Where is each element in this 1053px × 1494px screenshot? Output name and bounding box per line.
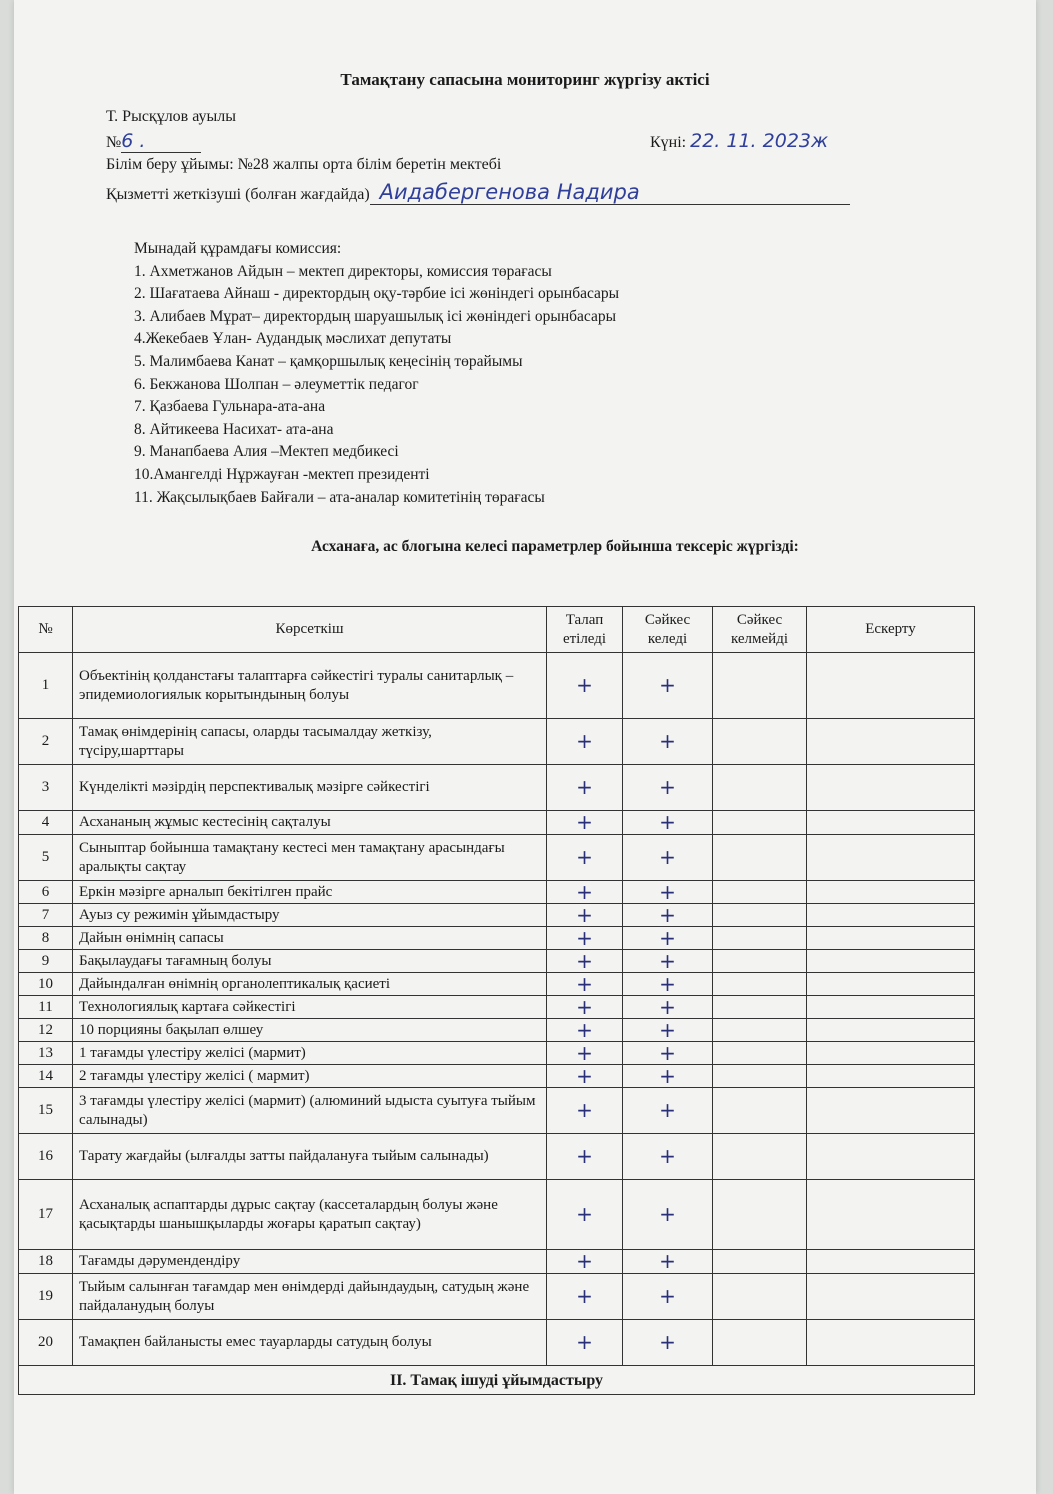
row-note-cell	[807, 1134, 975, 1180]
row-noncompliant-cell	[713, 1180, 807, 1250]
row-note-cell	[807, 927, 975, 950]
table-row	[19, 927, 975, 950]
row-compliant-mark: +	[623, 996, 713, 1019]
row-indicator: Тыйым салынған тағамдар мен өнімдерді дайындаудың, сатудың және пайдаланудың болуы	[73, 1274, 547, 1320]
row-noncompliant-cell	[713, 1019, 807, 1042]
number-label: №	[106, 134, 122, 151]
row-num: 20	[19, 1320, 73, 1366]
row-compliant-mark: +	[623, 1042, 713, 1065]
row-num: 15	[19, 1088, 73, 1134]
row-compliant-mark: +	[623, 1320, 713, 1366]
row-required-mark: +	[547, 927, 623, 950]
row-compliant-mark: +	[623, 1180, 713, 1250]
row-required-mark: +	[547, 1274, 623, 1320]
row-note-cell	[807, 1042, 975, 1065]
commission-member: 4.Жекебаев Ұлан- Аудандық мәслихат депутаты	[134, 330, 452, 348]
commission-intro: Мынадай құрамдағы комиссия:	[134, 240, 342, 257]
row-indicator: Дайындалған өнімнің органолептикалық қасиеті	[73, 973, 547, 996]
table-row	[19, 881, 975, 904]
inspection-table	[18, 606, 975, 1395]
row-compliant-mark: +	[623, 927, 713, 950]
row-note-cell	[807, 1065, 975, 1088]
row-compliant-mark: +	[623, 973, 713, 996]
row-indicator: 10 порцияны бақылап өлшеу	[73, 1019, 547, 1042]
commission-member: 1. Ахметжанов Айдын – мектеп директоры, комиссия төрағасы	[134, 262, 552, 280]
row-num: 1	[19, 653, 73, 719]
row-indicator: Тағамды дәрумендендіру	[73, 1250, 547, 1274]
commission-member: 10.Амангелді Нұржауған -мектеп президенті	[134, 465, 430, 483]
row-indicator: Асхананың жұмыс кестесінің сақталуы	[73, 811, 547, 835]
row-noncompliant-cell	[713, 719, 807, 765]
row-required-mark: +	[547, 950, 623, 973]
table-row	[19, 1250, 975, 1274]
supplier-label: Қызметті жеткізуші (болған жағдайда)	[106, 186, 370, 203]
row-num: 12	[19, 1019, 73, 1042]
row-note-cell	[807, 1320, 975, 1366]
organization-line: Білім беру ұйымы: №28 жалпы орта білім беретін мектебі	[106, 156, 502, 173]
supplier-line	[106, 180, 850, 205]
row-noncompliant-cell	[713, 950, 807, 973]
commission-member: 5. Малимбаева Канат – қамқоршылық кеңесінің төрайымы	[134, 352, 523, 370]
row-compliant-mark: +	[623, 1019, 713, 1042]
date-line	[650, 130, 828, 152]
row-noncompliant-cell	[713, 881, 807, 904]
table-row	[19, 719, 975, 765]
row-note-cell	[807, 835, 975, 881]
row-required-mark: +	[547, 904, 623, 927]
row-noncompliant-cell	[713, 1274, 807, 1320]
section-2-title: II. Тамақ ішуді ұйымдастыру	[19, 1366, 975, 1395]
row-required-mark: +	[547, 835, 623, 881]
row-note-cell	[807, 950, 975, 973]
row-num: 17	[19, 1180, 73, 1250]
table-row	[19, 1134, 975, 1180]
row-noncompliant-cell	[713, 1250, 807, 1274]
table-row	[19, 973, 975, 996]
row-noncompliant-cell	[713, 653, 807, 719]
row-required-mark: +	[547, 653, 623, 719]
table-row	[19, 1274, 975, 1320]
row-indicator: Күнделікті мәзірдің перспективалық мәзірге сәйкестігі	[73, 765, 547, 811]
row-num: 7	[19, 904, 73, 927]
row-compliant-mark: +	[623, 904, 713, 927]
row-indicator: Еркін мәзірге арналып бекітілген прайс	[73, 881, 547, 904]
supplier-field	[370, 180, 850, 205]
row-indicator: Ауыз су режимін ұйымдастыру	[73, 904, 547, 927]
table-row	[19, 1088, 975, 1134]
document-page	[14, 0, 1036, 1494]
section-title: Асханаға, ас блогына келесі параметрлер бойынша тексеріс жүргізді:	[311, 538, 799, 555]
row-required-mark: +	[547, 811, 623, 835]
row-num: 16	[19, 1134, 73, 1180]
row-indicator: 1 тағамды үлестіру желісі (мармит)	[73, 1042, 547, 1065]
row-indicator: Тамақ өнімдерінің сапасы, оларды тасымалдау жеткізу, түсіру,шарттары	[73, 719, 547, 765]
row-indicator: Технологиялық картаға сәйкестігі	[73, 996, 547, 1019]
row-note-cell	[807, 1019, 975, 1042]
row-num: 3	[19, 765, 73, 811]
document-title: Тамақтану сапасына мониторинг жүргізу актісі	[340, 70, 710, 89]
row-required-mark: +	[547, 881, 623, 904]
row-num: 19	[19, 1274, 73, 1320]
row-required-mark: +	[547, 1134, 623, 1180]
row-note-cell	[807, 1180, 975, 1250]
row-indicator: Бақылаудағы тағамның болуы	[73, 950, 547, 973]
header-noncompliant: Сәйкес келмейді	[713, 607, 807, 653]
table-row	[19, 811, 975, 835]
row-compliant-mark: +	[623, 719, 713, 765]
row-noncompliant-cell	[713, 835, 807, 881]
row-compliant-mark: +	[623, 1250, 713, 1274]
row-note-cell	[807, 653, 975, 719]
row-required-mark: +	[547, 1019, 623, 1042]
row-indicator: Тарату жағдайы (ылғалды затты пайдалануға тыйым салынады)	[73, 1134, 547, 1180]
row-num: 4	[19, 811, 73, 835]
row-compliant-mark: +	[623, 765, 713, 811]
table-row	[19, 950, 975, 973]
row-note-cell	[807, 881, 975, 904]
row-compliant-mark: +	[623, 1134, 713, 1180]
row-compliant-mark: +	[623, 653, 713, 719]
row-required-mark: +	[547, 719, 623, 765]
village-line: Т. Рысқұлов ауылы	[106, 108, 237, 125]
row-noncompliant-cell	[713, 1320, 807, 1366]
header-indicator: Көрсеткіш	[73, 607, 547, 653]
header-required: Талап етіледі	[547, 607, 623, 653]
row-required-mark: +	[547, 973, 623, 996]
header-compliant: Сәйкес келеді	[623, 607, 713, 653]
date-label: Күні:	[650, 134, 687, 151]
row-indicator: 2 тағамды үлестіру желісі ( мармит)	[73, 1065, 547, 1088]
row-indicator: Сыныптар бойынша тамақтану кестесі мен тамақтану арасындағы аралықты сақтау	[73, 835, 547, 881]
commission-member: 3. Алибаев Мұрат– директордың шаруашылық ісі жөніндегі орынбасары	[134, 307, 616, 325]
commission-member: 7. Қазбаева Гульнара-ата-ана	[134, 398, 326, 416]
date-value: 22. 11. 2023ж	[690, 130, 829, 152]
table-row	[19, 653, 975, 719]
row-indicator: Асханалық аспаптарды дұрыс сақтау (кассеталардың болуы және қасықтарды шанышқыларды жоғары қаратып сақтау)	[73, 1180, 547, 1250]
commission-member: 8. Айтикеева Насихат- ата-ана	[134, 420, 334, 438]
row-compliant-mark: +	[623, 1088, 713, 1134]
table-row	[19, 1019, 975, 1042]
row-num: 9	[19, 950, 73, 973]
row-required-mark: +	[547, 1320, 623, 1366]
row-noncompliant-cell	[713, 811, 807, 835]
number-value: 6 .	[121, 130, 146, 152]
commission-member: 2. Шағатаева Айнаш - директордың оқу-тәрбие ісі жөніндегі орынбасары	[134, 285, 620, 303]
row-required-mark: +	[547, 996, 623, 1019]
row-num: 10	[19, 973, 73, 996]
commission-list	[134, 238, 619, 509]
row-noncompliant-cell	[713, 1134, 807, 1180]
row-noncompliant-cell	[713, 1065, 807, 1088]
row-compliant-mark: +	[623, 881, 713, 904]
row-compliant-mark: +	[623, 835, 713, 881]
row-num: 18	[19, 1250, 73, 1274]
row-num: 6	[19, 881, 73, 904]
table-row	[19, 1065, 975, 1088]
row-required-mark: +	[547, 765, 623, 811]
table-row	[19, 835, 975, 881]
row-noncompliant-cell	[713, 1042, 807, 1065]
row-compliant-mark: +	[623, 811, 713, 835]
row-indicator: Объектінің қолданстағы талаптарға сәйкестігі туралы санитарлық – эпидемиологиялык корытындының болуы	[73, 653, 547, 719]
row-required-mark: +	[547, 1180, 623, 1250]
table-row	[19, 1042, 975, 1065]
number-field	[121, 130, 201, 153]
row-indicator: Дайын өнімнің сапасы	[73, 927, 547, 950]
row-compliant-mark: +	[623, 1065, 713, 1088]
commission-member: 6. Бекжанова Шолпан – әлеуметтік педагог	[134, 375, 419, 393]
commission-member: 11. Жақсылықбаев Байғали – ата-аналар комитетінің төрағасы	[134, 488, 545, 506]
row-note-cell	[807, 719, 975, 765]
table-header-row	[19, 607, 975, 653]
table-row	[19, 1180, 975, 1250]
row-num: 5	[19, 835, 73, 881]
supplier-value: Аидабергенова Надира	[379, 180, 640, 204]
table-row	[19, 904, 975, 927]
row-noncompliant-cell	[713, 927, 807, 950]
row-num: 8	[19, 927, 73, 950]
row-indicator: Тамақпен байланысты емес тауарларды сатудың болуы	[73, 1320, 547, 1366]
table-row	[19, 765, 975, 811]
row-noncompliant-cell	[713, 996, 807, 1019]
row-indicator: 3 тағамды үлестіру желісі (мармит) (алюминий ыдыста суытуға тыйым салынады)	[73, 1088, 547, 1134]
row-num: 2	[19, 719, 73, 765]
row-noncompliant-cell	[713, 1088, 807, 1134]
table-row	[19, 996, 975, 1019]
row-compliant-mark: +	[623, 950, 713, 973]
row-note-cell	[807, 904, 975, 927]
row-note-cell	[807, 1088, 975, 1134]
row-note-cell	[807, 811, 975, 835]
row-noncompliant-cell	[713, 765, 807, 811]
row-required-mark: +	[547, 1088, 623, 1134]
row-note-cell	[807, 765, 975, 811]
row-compliant-mark: +	[623, 1274, 713, 1320]
row-required-mark: +	[547, 1042, 623, 1065]
row-required-mark: +	[547, 1065, 623, 1088]
number-line	[106, 130, 201, 153]
row-num: 13	[19, 1042, 73, 1065]
commission-member: 9. Манапбаева Алия –Мектеп медбикесі	[134, 443, 399, 461]
row-note-cell	[807, 1250, 975, 1274]
header-num: №	[19, 607, 73, 653]
row-noncompliant-cell	[713, 973, 807, 996]
header-note: Ескерту	[807, 607, 975, 653]
table-row	[19, 1320, 975, 1366]
row-note-cell	[807, 996, 975, 1019]
row-num: 11	[19, 996, 73, 1019]
row-note-cell	[807, 973, 975, 996]
table-footer-row	[19, 1366, 975, 1395]
row-noncompliant-cell	[713, 904, 807, 927]
row-num: 14	[19, 1065, 73, 1088]
row-required-mark: +	[547, 1250, 623, 1274]
row-note-cell	[807, 1274, 975, 1320]
